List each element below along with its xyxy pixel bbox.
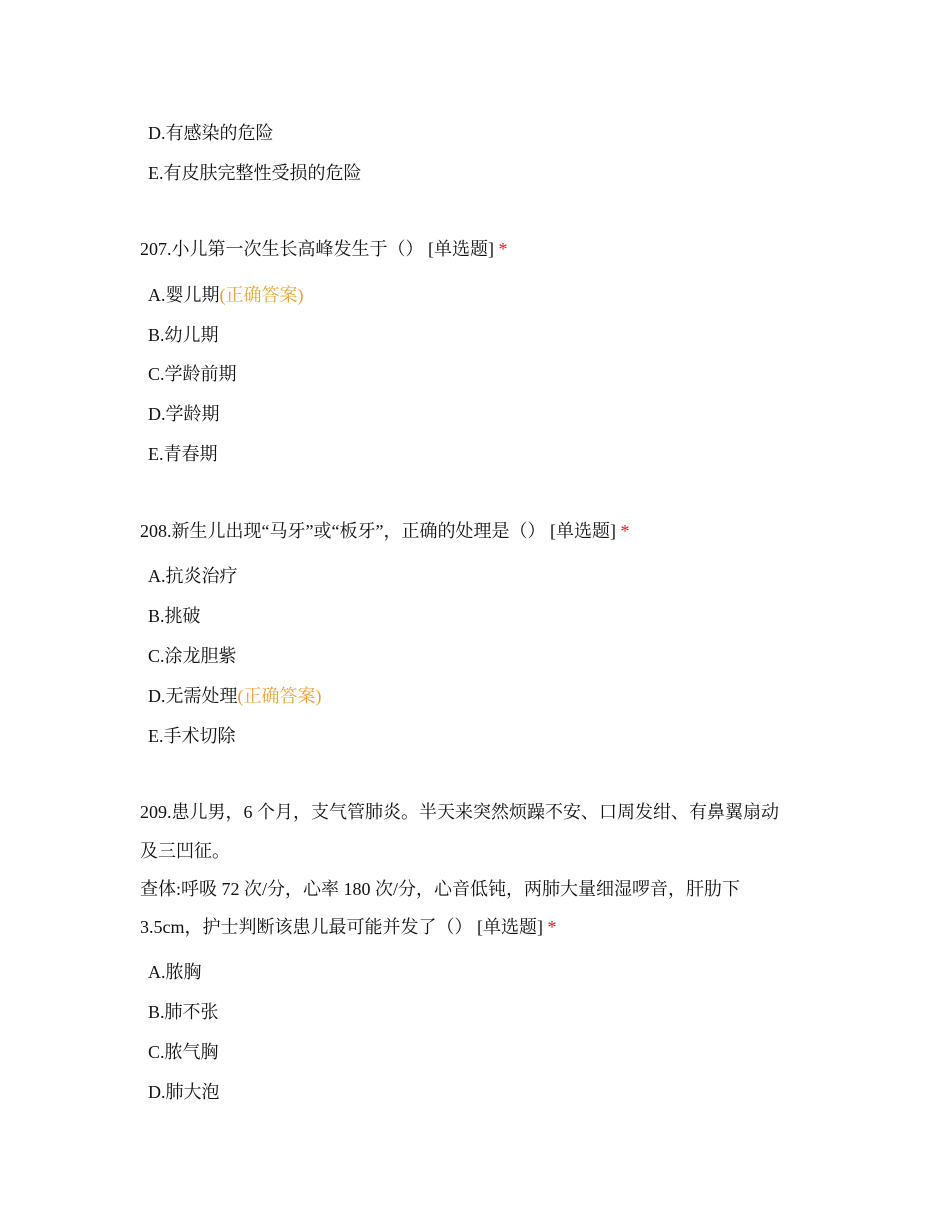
option-text: B.幼儿期 <box>148 325 219 345</box>
option-text: A.婴儿期 <box>148 285 220 305</box>
question-text: 208.新生儿出现“马牙”或“板牙”，正确的处理是（） [单选题] <box>140 521 616 541</box>
option-text: B.肺不张 <box>148 1002 219 1022</box>
option-e-prev <box>148 161 362 185</box>
question-208-option-b <box>148 604 201 628</box>
question-209-option-c <box>148 1040 219 1064</box>
question-207-option-a <box>148 283 304 307</box>
question-text: 207.小儿第一次生长高峰发生于（） [单选题] <box>140 239 494 259</box>
question-208-option-e <box>148 724 236 748</box>
question-text: 及三凹征。 <box>140 841 230 861</box>
question-207-option-b <box>148 323 219 347</box>
question-209-stem-line-3 <box>140 877 740 901</box>
question-209-stem-line-4 <box>140 915 556 939</box>
correct-answer-mark: (正确答案) <box>219 285 304 305</box>
question-207-stem <box>140 237 508 261</box>
question-209-option-b <box>148 1000 219 1024</box>
question-208-option-d <box>148 684 322 708</box>
question-text: 查体:呼吸 72 次/分，心率 180 次/分，心音低钝，两肺大量细湿啰音，肝肋下 <box>140 879 740 899</box>
question-text: 209.患儿男，6 个月，支气管肺炎。半天来突然烦躁不安、口周发绀、有鼻翼扇动 <box>140 802 779 822</box>
question-text: 3.5cm，护士判断该患儿最可能并发了（） [单选题] <box>140 917 543 937</box>
question-209-stem-line-2 <box>140 839 230 863</box>
question-208-stem <box>140 519 629 543</box>
required-star: * <box>547 917 557 937</box>
correct-answer-mark: (正确答案) <box>237 686 322 706</box>
option-text: D.肺大泡 <box>148 1082 220 1102</box>
option-text: D.无需处理 <box>148 686 238 706</box>
option-text: D.有感染的危险 <box>148 123 274 143</box>
question-209-option-d <box>148 1080 220 1104</box>
option-text: A.脓胸 <box>148 962 202 982</box>
question-207-option-c <box>148 362 237 386</box>
question-207-option-e <box>148 442 218 466</box>
option-text: E.手术切除 <box>148 726 236 746</box>
option-text: E.有皮肤完整性受损的危险 <box>148 163 362 183</box>
option-d-prev <box>148 121 274 145</box>
option-text: C.脓气胸 <box>148 1042 219 1062</box>
required-star: * <box>498 239 508 259</box>
option-text: D.学龄期 <box>148 404 220 424</box>
question-208-option-c <box>148 644 237 668</box>
option-text: E.青春期 <box>148 444 218 464</box>
option-text: C.涂龙胆紫 <box>148 646 237 666</box>
question-209-stem-line-1 <box>140 800 779 824</box>
option-text: B.挑破 <box>148 606 201 626</box>
question-207-option-d <box>148 402 220 426</box>
required-star: * <box>620 521 630 541</box>
option-text: C.学龄前期 <box>148 364 237 384</box>
question-208-option-a <box>148 564 238 588</box>
question-209-option-a <box>148 960 202 984</box>
option-text: A.抗炎治疗 <box>148 566 238 586</box>
